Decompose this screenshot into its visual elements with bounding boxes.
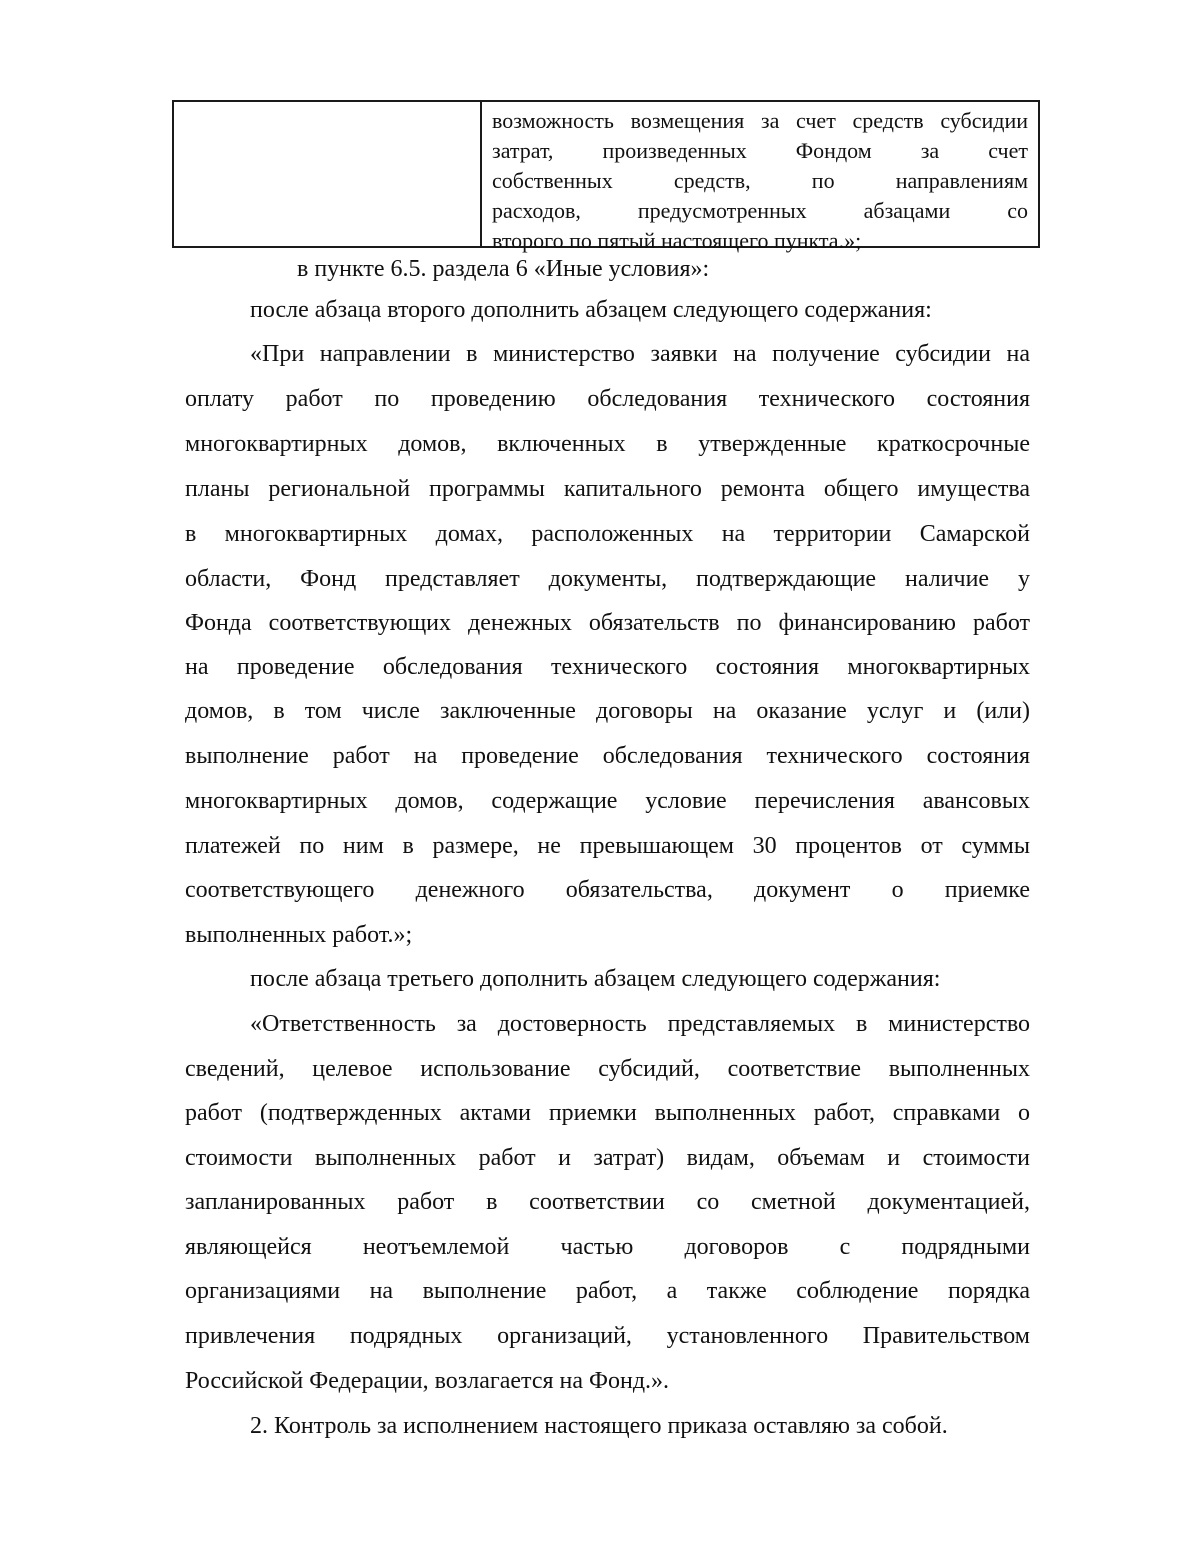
paragraph-instruction-line: после абзаца второго дополнить абзацем следующего содержания: — [250, 297, 932, 323]
quote-paragraph-line: многоквартирных домов, включенных в утвержденные краткосрочные — [185, 431, 1030, 457]
quote-paragraph-line: «Ответственность за достоверность представляемых в министерство — [250, 1011, 1030, 1037]
quote-paragraph-line: на проведение обследования технического состояния многоквартирных — [185, 654, 1030, 680]
quote-paragraph-line: выполненных работ.»; — [185, 922, 413, 948]
quote-paragraph-line: сведений, целевое использование субсидий, соответствие выполненных — [185, 1056, 1030, 1082]
quote-paragraph-line: Фонда соответствующих денежных обязательств по финансированию работ — [185, 610, 1030, 636]
table-text-line: возможность возмещения за счет средств субсидии — [492, 108, 1028, 133]
quote-paragraph-line: являющейся неотъемлемой частью договоров с подрядными — [185, 1234, 1030, 1260]
quote-paragraph-line: стоимости выполненных работ и затрат) видам, объемам и стоимости — [185, 1145, 1030, 1171]
quote-paragraph-line: организациями на выполнение работ, а также соблюдение порядка — [185, 1278, 1030, 1304]
quote-paragraph-line: работ (подтвержденных актами приемки выполненных работ, справками о — [185, 1100, 1030, 1126]
paragraph-intro-line: в пункте 6.5. раздела 6 «Иные условия»: — [297, 256, 710, 282]
table-text-line: расходов, предусмотренных абзацами со — [492, 198, 1028, 223]
table-text-line: второго по пятый настоящего пункта.»; — [492, 228, 862, 253]
table-right-cell — [482, 102, 1038, 253]
quote-paragraph-line: запланированных работ в соответствии со сметной документацией, — [185, 1189, 1030, 1215]
paragraph-instruction-line: после абзаца третьего дополнить абзацем следующего содержания: — [250, 966, 941, 992]
quote-paragraph-line: выполнение работ на проведение обследования технического состояния — [185, 743, 1030, 769]
quote-paragraph-line: области, Фонд представляет документы, подтверждающие наличие у — [185, 566, 1030, 592]
quote-paragraph-line: Российской Федерации, возлагается на Фонд.». — [185, 1368, 670, 1394]
table-text-line: собственных средств, по направлениям — [492, 168, 1028, 193]
table-text-line: затрат, произведенных Фондом за счет — [492, 138, 1028, 163]
quote-paragraph-line: оплату работ по проведению обследования технического состояния — [185, 386, 1030, 412]
quote-paragraph-line: привлечения подрядных организаций, установленного Правительством — [185, 1323, 1030, 1349]
quote-paragraph-line: в многоквартирных домах, расположенных на территории Самарской — [185, 521, 1030, 547]
amendment-table — [172, 100, 1040, 253]
quote-paragraph-line: многоквартирных домов, содержащие условие перечисления авансовых — [185, 788, 1030, 814]
quote-paragraph-line: «При направлении в министерство заявки на получение субсидии на — [250, 341, 1030, 367]
table-left-cell — [174, 102, 482, 246]
quote-paragraph-line: домов, в том числе заключенные договоры на оказание услуг и (или) — [185, 698, 1030, 724]
quote-paragraph-line: соответствующего денежного обязательства, документ о приемке — [185, 877, 1030, 903]
quote-paragraph-line: планы региональной программы капитального ремонта общего имущества — [185, 476, 1030, 502]
quote-paragraph-line: платежей по ним в размере, не превышающем 30 процентов от суммы — [185, 833, 1030, 859]
closing-paragraph-line: 2. Контроль за исполнением настоящего приказа оставляю за собой. — [250, 1413, 948, 1439]
